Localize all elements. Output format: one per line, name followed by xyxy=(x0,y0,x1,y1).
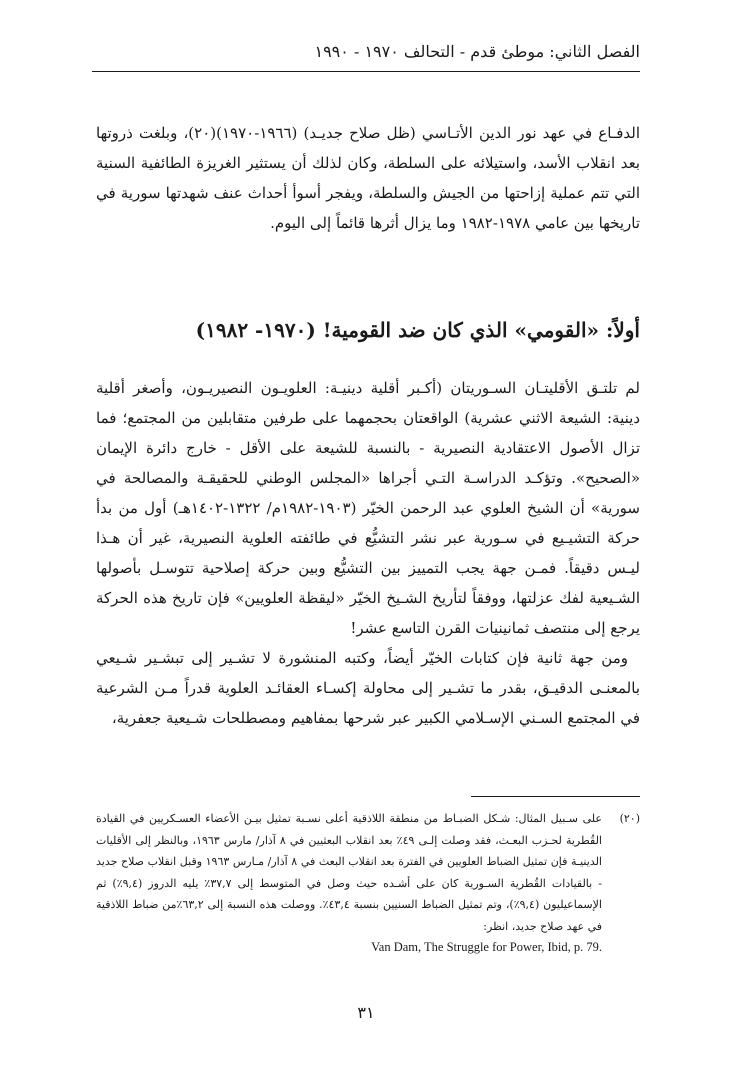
intro-paragraph: الدفـاع في عهد نور الدين الأتـاسي (ظل صلاح جديـد) (١٩٦٦-١٩٧٠)(٢٠)، وبلغت ذروتها بعد انقلاب الأسد، واستيلائه على السلطة، وكان لذلك أن يستثير الغريزة الطائفية السنية التي تتم عملية إزاحتها من الجيش والسلطة، ويفجر أسوأ أحداث عنف شهدتها سورية في تاريخها بين عامي ١٩٧٨-١٩٨٢ وما يزال أثرها قائماً إلى اليوم. xyxy=(96,124,641,232)
footnote xyxy=(96,808,640,959)
header-rule xyxy=(92,71,640,72)
running-title: الفصل الثاني: موطئ قدم - التحالف ١٩٧٠ - ١٩٩٠ xyxy=(314,42,640,61)
footnote-number: (٢٠) xyxy=(619,812,640,825)
running-head xyxy=(92,38,640,66)
intro-text xyxy=(96,118,640,238)
page-number: ٣١ xyxy=(357,1003,375,1022)
section-heading: أولاً: «القومي» الذي كان ضد القومية! (١٩٧٠- ١٩٨٢) xyxy=(195,318,640,342)
footnote-citation: Van Dam, The Struggle for Power, Ibid, p. 79. xyxy=(371,940,602,954)
footnote-text: على سـبيل المثال: شـكل الضبـاط من منطقة اللاذقية أعلى نسـبة تمثيل بيـن الأعضاء العسـكريين في القيادة القُطرية لحـزب البعـث، فقد وصلت إلـى ٤٩٪ بعد انقلاب البعثيين في ٨ آذار/ مارس ١٩٦٣، وبالنظر إلى الأقليات الدينيـة فإن تمثيل الضباط العلويين في الفترة بعد انقلاب البعث في ٨ آذار/ مـارس ١٩٦٣ وقبل انقلاب صلاح جديد - بالقيادات القُطرية السـورية كان على أشـده حيث وصل في المتوسط إلى ٣٧,٧٪ يليه الدروز (٩,٤٪) ثم الإسماعيليون (٩,٤٪)، وتم تمثيل الضباط السنيين بنسبة ٤٣,٤٪. ووصلت هذه النسبة إلى ٦٣,٢٪من ضباط اللاذقية في عهد صلاح جديد، انظر: xyxy=(96,812,602,933)
section-paragraph: ومن جهة ثانية فإن كتابات الخيّر أيضاً، وكتبه المنشورة لا تشـير إلى تبشـير شـيعي بالمعنـى الدقيـق، بقدر ما تشـير إلى محاولة إكسـاء العقائـد العلوية قدراً مـن الشرعية في المجتمع السـني الإسـلامي الكبير عبر شرحها بمفاهيم ومصطلحات شـيعية جعفرية، xyxy=(96,649,640,727)
section-body xyxy=(96,373,640,733)
footnote-rule xyxy=(471,796,640,797)
section-paragraph: لم تلتـق الأقليتـان السـوريتان (أكـبر أقلية دينيـة: العلويـون النصيريـون، وأصغر أقلية دينية: الشيعة الاثني عشرية) الواقعتان بحجمهما على طرفين متقابلين من المجتمع؛ فما تزال الأصول الاعتقادية النصيرية - بالنسبة للشيعة على الأقل - خارج دائرة الإيمان «الصحيح». وتؤكـد الدراسـة التـي أجراها «المجلس الوطني للحقيقـة والمصالحة في سورية» أن الشيخ العلوي عبد الرحمن الخيّر (١٩٠٣-١٩٨٢م/ ١٣٢٢-١٤٠٢هـ) أول من بدأ حركة التشيـيع في سـورية عبر نشر التشيُّع في طائفته العلوية النصيرية، غير أن هـذا ليـس دقيقاً. فمـن جهة يجب التمييز بين التشيُّع وبين حركة إصلاحية تتوسـل بأصولها الشـيعية لفك عزلتها، ووفقاً لتأريخ الشـيخ الخيّر «ليقظة العلويين» فإن تاريخ هذه الحركة يرجع إلى منتصف ثمانينيات القرن التاسع عشر! xyxy=(96,379,641,637)
